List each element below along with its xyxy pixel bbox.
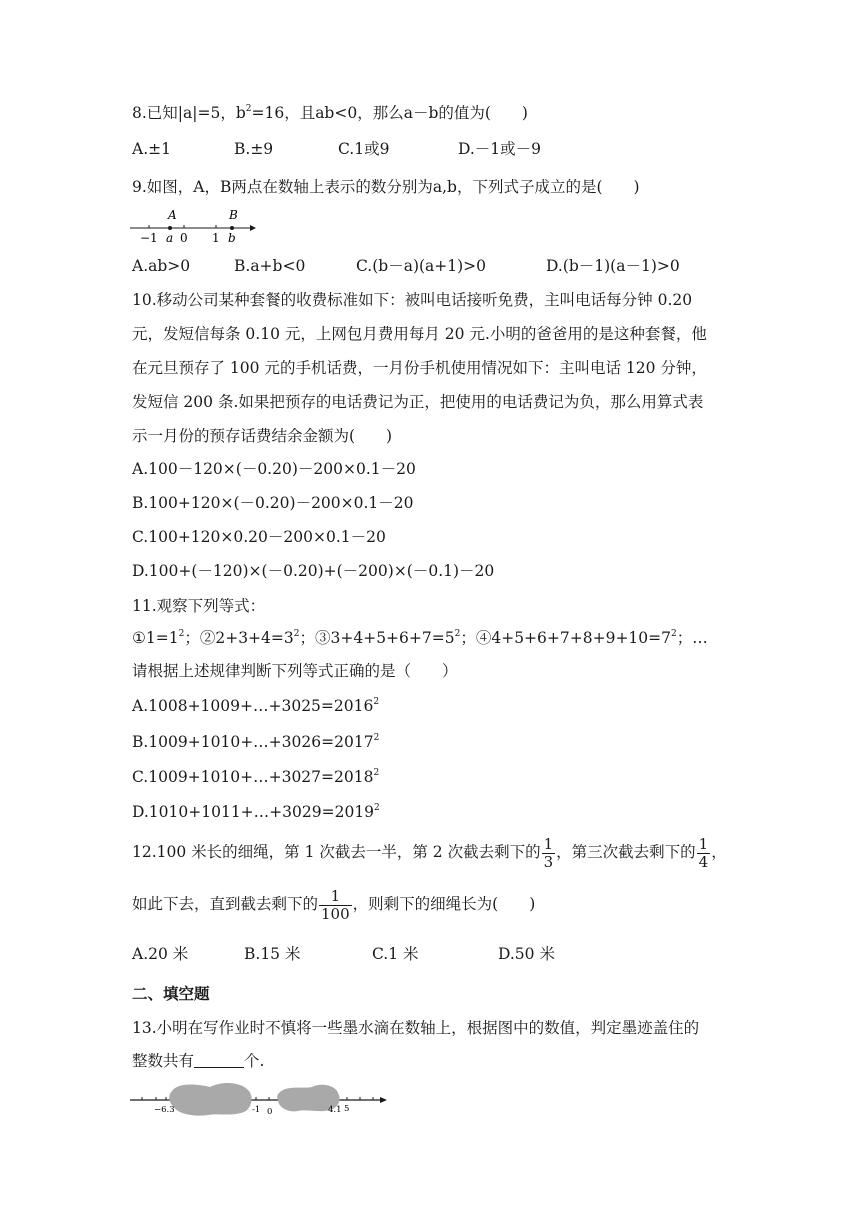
q13-tick-label-neg1: -1	[252, 1105, 261, 1115]
q9-stem: 9.如图，A，B两点在数轴上表示的数分别为a,b，下列式子成立的是( )	[132, 178, 640, 196]
q9-tick-label-1: 1	[212, 231, 220, 245]
q9-option-c[interactable]: C.(b－a)(a+1)>0	[356, 257, 487, 275]
q13-axis-arrow	[380, 1097, 387, 1103]
q12-line-2: 如此下去，直到截去剩下的 $\frac{1}{100}$ ，则剩下的细绳长为( )	[132, 886, 536, 923]
q12-option-a[interactable]: A.20 米	[132, 945, 189, 963]
q12-option-d[interactable]: D.50 米	[498, 945, 555, 963]
q11-example-4: ；④4+5+6+7+8+9+10=7	[460, 629, 672, 647]
q12-fraction-one-quarter: $\frac{1}{4}$	[698, 834, 709, 871]
q10-line-5: 示一月份的预存话费结余金额为( )	[132, 427, 393, 445]
q13-tick-label-5: 5	[344, 1104, 350, 1114]
q13-ink-blot-left	[169, 1083, 251, 1116]
q13-tick-label-0: 0	[267, 1107, 273, 1117]
q11-example-1: ①1=1	[132, 629, 179, 647]
q12-fraction-one-hundredth: $\frac{1}{100}$	[321, 886, 350, 923]
q8-option-d[interactable]: D.－1或－9	[458, 140, 542, 158]
q12-line-1: 12.100 米长的细绳，第 1 次截去一半，第 2 次截去剩下的 $\frac{1}{3}$ ，第三次截去剩下的 $\frac{1}{4}$ ，	[132, 834, 727, 871]
q11-option-c[interactable]: $C.1009+1010+\dots+3027=2018^2$	[132, 768, 380, 786]
q10-line-1: 10.移动公司某种套餐的收费标准如下：被叫电话接听免费，主叫电话每分钟 0.20	[132, 291, 693, 309]
q11-example-2: ；②2+3+4=3	[184, 629, 294, 647]
q9-tick-label-neg1: −1	[140, 231, 158, 245]
q8-stem: 8.已知|a|=5，$b^2=16$，且ab<0，那么a－b的值为( )	[132, 104, 528, 122]
q9-point-b	[230, 226, 234, 230]
q11-example-ellipsis: ；…	[676, 629, 708, 647]
q13-tick-label-neg6-3: −6.3	[154, 1105, 175, 1115]
q10-option-c[interactable]: C.100+120×0.20－200×0.1－20	[132, 528, 386, 546]
section-heading-fill-in: 二、填空题	[132, 985, 210, 1003]
q9-tick-label-b: b	[228, 231, 236, 245]
q11-option-d[interactable]: $D.1010+1011+\dots+3029=2019^2$	[132, 803, 380, 821]
q9-option-a[interactable]: A.ab>0	[132, 257, 191, 275]
q9-option-b[interactable]: B.a+b<0	[234, 257, 306, 275]
q9-label-A: A	[168, 208, 177, 222]
q10-line-2: 元，发短信每条 0.10 元，上网包月费用每月 20 元.小明的爸爸用的是这种套餐，他	[132, 325, 707, 343]
q10-option-b[interactable]: B.100+120×(－0.20)－200×0.1－20	[132, 494, 414, 512]
q11-examples: $①1=1^2$；$②2+3+4=3^2$；$③3+4+5+6+7=5^2$；$④4+5+6+7+8+9+10=7^2$；…	[132, 629, 708, 647]
q10-line-3: 在元旦预存了 100 元的手机话费，一月份手机使用情况如下：主叫电话 120 分钟，	[132, 359, 707, 377]
q8-option-a[interactable]: A.±1	[132, 140, 171, 158]
q10-option-a[interactable]: A.100－120×(－0.20)－200×0.1－20	[132, 460, 416, 478]
q9-axis-arrow	[250, 225, 256, 231]
q11-example-3: ；③3+4+5+6+7=5	[299, 629, 455, 647]
q8-option-b[interactable]: B.±9	[234, 140, 274, 158]
q9-number-line-figure	[128, 204, 268, 246]
q13-answer-blank[interactable]	[194, 1053, 244, 1068]
q12-option-b[interactable]: B.15 米	[244, 945, 301, 963]
q11-stem: 11.观察下列等式：	[132, 597, 266, 615]
q13-line-2: 整数共有 个.	[132, 1052, 265, 1070]
q12-fraction-one-third: $\frac{1}{3}$	[543, 834, 554, 871]
q13-tick-label-4-1: 4.1	[328, 1105, 342, 1115]
q9-tick-label-a: a	[166, 231, 174, 245]
q13-line-1: 13.小明在写作业时不慎将一些墨水滴在数轴上，根据图中的数值，判定墨迹盖住的	[132, 1019, 700, 1037]
q9-label-B: B	[229, 208, 238, 222]
q13-number-line-figure	[128, 1078, 393, 1118]
q9-point-a	[168, 226, 172, 230]
q12-option-c[interactable]: C.1 米	[372, 945, 419, 963]
q8-option-c[interactable]: C.1或9	[338, 140, 390, 158]
q9-option-d[interactable]: D.(b－1)(a－1)>0	[546, 257, 680, 275]
q11-option-a[interactable]: $A.1008+1009+\dots+3025=2016^2$	[132, 697, 380, 715]
q10-line-4: 发短信 200 条.如果把预存的电话费记为正，把使用的电话费记为负，那么用算式表	[132, 393, 704, 411]
q11-question: 请根据上述规律判断下列等式正确的是（ ）	[132, 662, 458, 680]
q11-option-b[interactable]: $B.1009+1010+\dots+3026=2017^2$	[132, 733, 380, 751]
q9-tick-label-0: 0	[180, 231, 188, 245]
q10-option-d[interactable]: D.100+(－120)×(－0.20)+(－200)×(－0.1)－20	[132, 562, 495, 580]
